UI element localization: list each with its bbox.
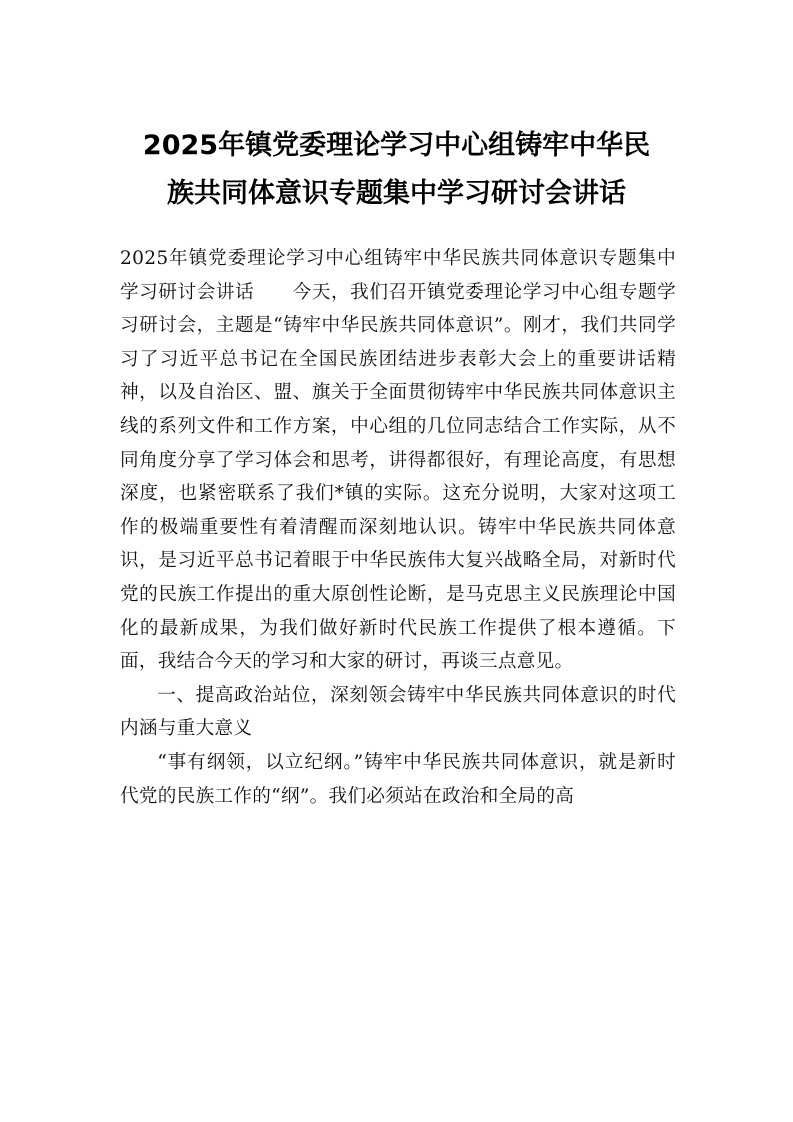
intro-paragraph: 2025年镇党委理论学习中心组铸牢中华民族共同体意识专题集中学习研讨会讲话 今天，我们召开镇党委理论学习中心组专题学习研讨会，主题是“铸牢中华民族共同体意识”。刚才，我们共同学习了习近平总书记在全国民族团结进步表彰大会上的重要讲话精神，以及自治区、盟、旗关于全面贯彻铸牢中华民族共同体意识主线的系列文件和工作方案，中心组的几位同志结合工作实际，从不同角度分享了学习体会和思考，讲得都很好，有理论高度，有思想深度，也紧密联系了我们*镇的实际。这充分说明，大家对这项工作的极端重要性有着清醒而深刻地认识。铸牢中华民族共同体意识，是习近平总书记着眼于中华民族伟大复兴战略全局，对新时代党的民族工作提出的重大原创性论断，是马克思主义民族理论中国化的最新成果，为我们做好新时代民族工作提供了根本遵循。下面，我结合今天的学习和大家的研讨，再谈三点意见。 — [120, 248, 676, 673]
title-line-2: 族共同体意识专题集中学习研讨会讲话 — [167, 178, 626, 209]
section-paragraph: “事有纲领，以立纪纲。”铸牢中华民族共同体意识，就是新时代党的民族工作的“纲”。我们必须站在政治和全局的高 — [120, 751, 676, 807]
section-heading: 一、提高政治站位，深刻领会铸牢中华民族共同体意识的时代内涵与重大意义 — [120, 684, 676, 740]
document-body — [120, 242, 676, 813]
title-line-1: 2025年镇党委理论学习中心组铸牢中华民 — [142, 130, 651, 161]
document-title — [110, 122, 683, 218]
